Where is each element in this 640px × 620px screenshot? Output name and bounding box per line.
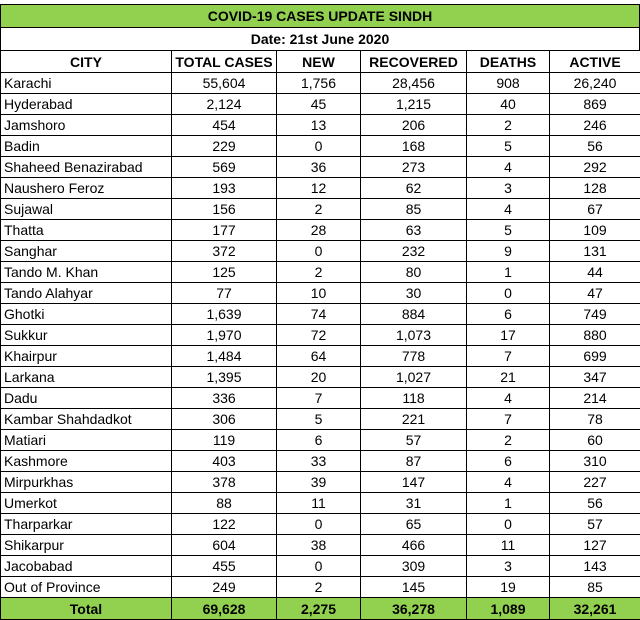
- cell-city: Naushero Feroz: [1, 178, 172, 199]
- cell-new: 72: [277, 325, 361, 346]
- cell-recovered: 65: [361, 514, 467, 535]
- cell-city: Khairpur: [1, 346, 172, 367]
- cell-city: Larkana: [1, 367, 172, 388]
- cell-city: Kambar Shahdadkot: [1, 409, 172, 430]
- cell-new: 0: [277, 136, 361, 157]
- column-header-recovered: RECOVERED: [361, 51, 467, 73]
- cell-deaths: 11: [467, 535, 550, 556]
- cell-active: 214: [550, 388, 640, 409]
- total-cell-new: 2,275: [277, 598, 361, 620]
- cell-city: Matiari: [1, 430, 172, 451]
- cell-recovered: 28,456: [361, 73, 467, 94]
- cell-city: Tharparkar: [1, 514, 172, 535]
- cell-active: 143: [550, 556, 640, 577]
- column-header-city: CITY: [1, 51, 172, 73]
- cell-deaths: 6: [467, 304, 550, 325]
- cell-deaths: 0: [467, 283, 550, 304]
- cell-new: 6: [277, 430, 361, 451]
- cell-recovered: 1,215: [361, 94, 467, 115]
- cell-new: 2: [277, 577, 361, 598]
- cell-deaths: 1: [467, 493, 550, 514]
- cell-recovered: 466: [361, 535, 467, 556]
- cell-active: 227: [550, 472, 640, 493]
- cell-deaths: 2: [467, 430, 550, 451]
- cell-active: 47: [550, 283, 640, 304]
- cell-total-cases: 336: [172, 388, 277, 409]
- column-header-total-cases: TOTAL CASES: [172, 51, 277, 73]
- table-row: [1, 430, 640, 451]
- cell-deaths: 7: [467, 409, 550, 430]
- cell-new: 36: [277, 157, 361, 178]
- cell-total-cases: 403: [172, 451, 277, 472]
- cell-recovered: 57: [361, 430, 467, 451]
- cell-active: 78: [550, 409, 640, 430]
- cell-deaths: 4: [467, 388, 550, 409]
- table-row: [1, 325, 640, 346]
- header-row: [1, 51, 640, 73]
- table-row: [1, 472, 640, 493]
- report-date: Date: 21st June 2020: [0, 28, 640, 50]
- cell-total-cases: 569: [172, 157, 277, 178]
- cell-new: 20: [277, 367, 361, 388]
- cell-recovered: 147: [361, 472, 467, 493]
- table-row: [1, 136, 640, 157]
- cell-deaths: 21: [467, 367, 550, 388]
- cell-total-cases: 2,124: [172, 94, 277, 115]
- cell-new: 12: [277, 178, 361, 199]
- cell-total-cases: 455: [172, 556, 277, 577]
- cell-active: 57: [550, 514, 640, 535]
- cell-deaths: 0: [467, 514, 550, 535]
- cell-deaths: 5: [467, 136, 550, 157]
- cell-deaths: 9: [467, 241, 550, 262]
- cell-recovered: 232: [361, 241, 467, 262]
- cell-total-cases: 1,970: [172, 325, 277, 346]
- cell-recovered: 145: [361, 577, 467, 598]
- table-row: [1, 556, 640, 577]
- cell-total-cases: 88: [172, 493, 277, 514]
- table-row: [1, 346, 640, 367]
- table-row: [1, 199, 640, 220]
- cell-active: 869: [550, 94, 640, 115]
- cell-recovered: 80: [361, 262, 467, 283]
- cell-active: 292: [550, 157, 640, 178]
- cell-recovered: 206: [361, 115, 467, 136]
- cell-city: Sanghar: [1, 241, 172, 262]
- sheet-title: COVID-19 CASES UPDATE SINDH: [0, 4, 640, 28]
- cell-active: 310: [550, 451, 640, 472]
- cell-city: Tando Alahyar: [1, 283, 172, 304]
- cell-city: Thatta: [1, 220, 172, 241]
- table-row: [1, 94, 640, 115]
- cell-recovered: 118: [361, 388, 467, 409]
- cell-total-cases: 378: [172, 472, 277, 493]
- table-row: [1, 388, 640, 409]
- cell-city: Sujawal: [1, 199, 172, 220]
- total-cell-recovered: 36,278: [361, 598, 467, 620]
- total-cell-active: 32,261: [550, 598, 640, 620]
- table-row: [1, 493, 640, 514]
- cell-city: Hyderabad: [1, 94, 172, 115]
- table-row: [1, 577, 640, 598]
- cell-city: Badin: [1, 136, 172, 157]
- cell-city: Shaheed Benazirabad: [1, 157, 172, 178]
- cell-new: 39: [277, 472, 361, 493]
- cell-recovered: 63: [361, 220, 467, 241]
- table-body: [1, 73, 640, 598]
- cell-deaths: 3: [467, 556, 550, 577]
- cell-new: 74: [277, 304, 361, 325]
- total-cell-total-cases: 69,628: [172, 598, 277, 620]
- cell-total-cases: 177: [172, 220, 277, 241]
- cell-city: Karachi: [1, 73, 172, 94]
- cell-new: 13: [277, 115, 361, 136]
- cell-recovered: 221: [361, 409, 467, 430]
- cases-table: [0, 50, 640, 620]
- cell-recovered: 1,073: [361, 325, 467, 346]
- cell-active: 128: [550, 178, 640, 199]
- cell-active: 56: [550, 493, 640, 514]
- cell-new: 11: [277, 493, 361, 514]
- cell-deaths: 4: [467, 472, 550, 493]
- cell-active: 67: [550, 199, 640, 220]
- table-row: [1, 178, 640, 199]
- cell-deaths: 6: [467, 451, 550, 472]
- cell-recovered: 1,027: [361, 367, 467, 388]
- total-label: Total: [1, 598, 172, 620]
- cell-city: Shikarpur: [1, 535, 172, 556]
- cell-active: 44: [550, 262, 640, 283]
- cell-active: 60: [550, 430, 640, 451]
- table-row: [1, 367, 640, 388]
- cell-total-cases: 156: [172, 199, 277, 220]
- cell-total-cases: 119: [172, 430, 277, 451]
- cell-city: Umerkot: [1, 493, 172, 514]
- cell-total-cases: 193: [172, 178, 277, 199]
- table-row: [1, 535, 640, 556]
- cell-total-cases: 372: [172, 241, 277, 262]
- cell-city: Dadu: [1, 388, 172, 409]
- cell-deaths: 17: [467, 325, 550, 346]
- cell-city: Tando M. Khan: [1, 262, 172, 283]
- table-row: [1, 409, 640, 430]
- cell-active: 85: [550, 577, 640, 598]
- cell-active: 699: [550, 346, 640, 367]
- cell-deaths: 1: [467, 262, 550, 283]
- cell-recovered: 31: [361, 493, 467, 514]
- cell-recovered: 87: [361, 451, 467, 472]
- cell-new: 28: [277, 220, 361, 241]
- cell-deaths: 4: [467, 199, 550, 220]
- cell-total-cases: 249: [172, 577, 277, 598]
- cell-active: 127: [550, 535, 640, 556]
- cell-new: 45: [277, 94, 361, 115]
- cell-active: 347: [550, 367, 640, 388]
- column-header-active: ACTIVE: [550, 51, 640, 73]
- cell-total-cases: 55,604: [172, 73, 277, 94]
- cell-deaths: 908: [467, 73, 550, 94]
- cell-deaths: 7: [467, 346, 550, 367]
- cell-recovered: 62: [361, 178, 467, 199]
- cell-recovered: 309: [361, 556, 467, 577]
- cell-city: Ghotki: [1, 304, 172, 325]
- cell-new: 10: [277, 283, 361, 304]
- cell-total-cases: 1,484: [172, 346, 277, 367]
- cell-recovered: 273: [361, 157, 467, 178]
- table-row: [1, 157, 640, 178]
- cell-city: Kashmore: [1, 451, 172, 472]
- column-header-deaths: DEATHS: [467, 51, 550, 73]
- table-row: [1, 241, 640, 262]
- cell-total-cases: 306: [172, 409, 277, 430]
- table-row: [1, 283, 640, 304]
- cell-recovered: 85: [361, 199, 467, 220]
- table-row: [1, 73, 640, 94]
- cell-deaths: 4: [467, 157, 550, 178]
- table-row: [1, 304, 640, 325]
- table-row: [1, 115, 640, 136]
- cell-new: 0: [277, 241, 361, 262]
- cell-city: Sukkur: [1, 325, 172, 346]
- cell-city: Jamshoro: [1, 115, 172, 136]
- total-row: [1, 598, 640, 620]
- cell-active: 880: [550, 325, 640, 346]
- cell-total-cases: 1,639: [172, 304, 277, 325]
- cell-new: 38: [277, 535, 361, 556]
- cell-new: 2: [277, 199, 361, 220]
- cell-total-cases: 122: [172, 514, 277, 535]
- cell-new: 0: [277, 556, 361, 577]
- cell-deaths: 2: [467, 115, 550, 136]
- cell-city: Out of Province: [1, 577, 172, 598]
- cell-recovered: 778: [361, 346, 467, 367]
- cell-new: 64: [277, 346, 361, 367]
- cell-city: Jacobabad: [1, 556, 172, 577]
- cell-new: 1,756: [277, 73, 361, 94]
- cell-active: 109: [550, 220, 640, 241]
- cell-recovered: 884: [361, 304, 467, 325]
- cell-city: Mirpurkhas: [1, 472, 172, 493]
- table-row: [1, 262, 640, 283]
- cell-active: 131: [550, 241, 640, 262]
- cell-active: 246: [550, 115, 640, 136]
- cell-deaths: 19: [467, 577, 550, 598]
- cell-deaths: 40: [467, 94, 550, 115]
- table-row: [1, 220, 640, 241]
- cell-deaths: 5: [467, 220, 550, 241]
- cell-new: 2: [277, 262, 361, 283]
- cell-recovered: 30: [361, 283, 467, 304]
- cell-new: 0: [277, 514, 361, 535]
- cell-new: 5: [277, 409, 361, 430]
- cell-recovered: 168: [361, 136, 467, 157]
- cell-new: 33: [277, 451, 361, 472]
- cell-new: 7: [277, 388, 361, 409]
- cell-total-cases: 125: [172, 262, 277, 283]
- table-row: [1, 514, 640, 535]
- cell-deaths: 3: [467, 178, 550, 199]
- cell-active: 749: [550, 304, 640, 325]
- total-cell-deaths: 1,089: [467, 598, 550, 620]
- cell-total-cases: 229: [172, 136, 277, 157]
- cell-total-cases: 1,395: [172, 367, 277, 388]
- cell-total-cases: 77: [172, 283, 277, 304]
- cell-total-cases: 604: [172, 535, 277, 556]
- cell-active: 56: [550, 136, 640, 157]
- cell-total-cases: 454: [172, 115, 277, 136]
- table-row: [1, 451, 640, 472]
- cell-active: 26,240: [550, 73, 640, 94]
- column-header-new: NEW: [277, 51, 361, 73]
